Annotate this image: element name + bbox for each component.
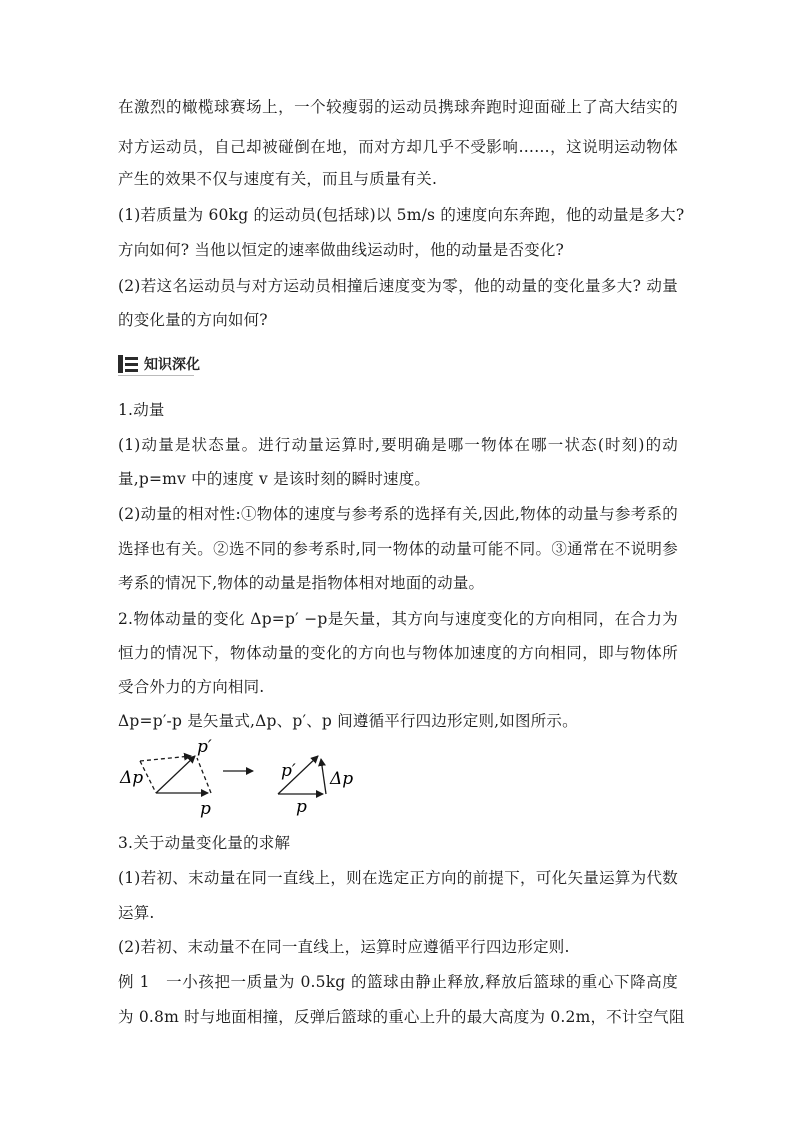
left-dp-label: Δp bbox=[120, 768, 144, 788]
left-pprime-label: p′ bbox=[197, 738, 212, 757]
intro-line-2: 对方运动员，自己却被碰倒在地，而对方却几乎不受影响……，这说明运动物体 bbox=[118, 138, 678, 156]
momentum-p2-line-3: 考系的情况下,物体的动量是指物体相对地面的动量。 bbox=[118, 574, 485, 592]
intro-line-3: 产生的效果不仅与速度有关，而且与质量有关. bbox=[118, 170, 438, 188]
left-dashed-side bbox=[197, 758, 211, 793]
vector-diagram bbox=[118, 738, 368, 818]
momentum-p2-line-2: 选择也有关。②选不同的参考系时,同一物体的动量可能不同。③通常在不说明参 bbox=[118, 540, 678, 558]
example-line-1: 例 1 一小孩把一质量为 0.5kg 的篮球由静止释放,释放后篮球的重心下降高度 bbox=[118, 973, 678, 991]
momentum-change-line-1: 2.物体动量的变化 Δp=p′ −p是矢量，其方向与速度变化的方向相同，在合力为 bbox=[118, 610, 678, 628]
section-underline bbox=[118, 375, 194, 376]
question-1-line-1: (1)若质量为 60kg 的运动员(包括球)以 5m/s 的速度向东奔跑，他的动量是多大? bbox=[118, 206, 685, 224]
question-1-line-2: 方向如何? 当他以恒定的速率做曲线运动时，他的动量是否变化? bbox=[118, 241, 565, 259]
right-dp-arrow bbox=[321, 759, 326, 794]
right-pprime-label: p′ bbox=[281, 761, 296, 781]
calc-p1-line-2: 运算. bbox=[118, 904, 155, 922]
right-vector-figure bbox=[278, 756, 353, 817]
momentum-p1-line-1: (1)动量是状态量。进行动量运算时,要明确是哪一物体在哪一状态(时刻)的动 bbox=[118, 436, 678, 454]
question-2-line-1: (2)若这名运动员与对方运动员相撞后速度变为零，他的动量的变化量多大? 动量 bbox=[118, 277, 678, 295]
heading-calculation: 3.关于动量变化量的求解 bbox=[118, 834, 291, 852]
momentum-change-line-2: 恒力的情况下，物体动量的变化的方向也与物体加速度的方向相同，即与物体所 bbox=[118, 644, 678, 662]
momentum-p2-line-1: (2)动量的相对性:①物体的速度与参考系的选择有关,因此,物体的动量与参考系的 bbox=[118, 505, 678, 523]
right-dp-label: Δp bbox=[330, 769, 354, 789]
calc-p2-line: (2)若初、末动量不在同一直线上，运算时应遵循平行四边形定则. bbox=[118, 938, 570, 956]
left-dp-dashed-arrow bbox=[140, 756, 191, 761]
question-2-line-2: 的变化量的方向如何? bbox=[118, 311, 268, 329]
momentum-p1-line-2: 量,p=mv 中的速度 v 是该时刻的瞬时速度。 bbox=[118, 470, 431, 488]
left-vector-figure bbox=[119, 738, 212, 818]
left-p-label: p bbox=[200, 799, 211, 818]
calc-p1-line-1: (1)若初、末动量在同一直线上，则在选定正方向的前提下，可化矢量运算为代数 bbox=[118, 869, 678, 887]
example-line-2: 为 0.8m 时与地面相撞，反弹后篮球的重心上升的最大高度为 0.2m，不计空气阻 bbox=[118, 1008, 685, 1026]
section-title: 知识深化 bbox=[144, 357, 200, 373]
vector-rule-line: Δp=p′-p 是矢量式,Δp、p′、p 间遵循平行四边形定则,如图所示。 bbox=[118, 712, 578, 730]
momentum-change-line-3: 受合外力的方向相同. bbox=[118, 678, 265, 696]
section-header bbox=[118, 353, 200, 375]
section-bars-icon bbox=[118, 355, 138, 373]
left-pprime-arrow bbox=[156, 756, 195, 793]
heading-momentum: 1.动量 bbox=[118, 401, 165, 419]
right-p-label: p bbox=[296, 797, 307, 817]
intro-line-1: 在激烈的橄榄球赛场上，一个较瘦弱的运动员携球奔跑时迎面碰上了高大结实的 bbox=[118, 98, 678, 116]
